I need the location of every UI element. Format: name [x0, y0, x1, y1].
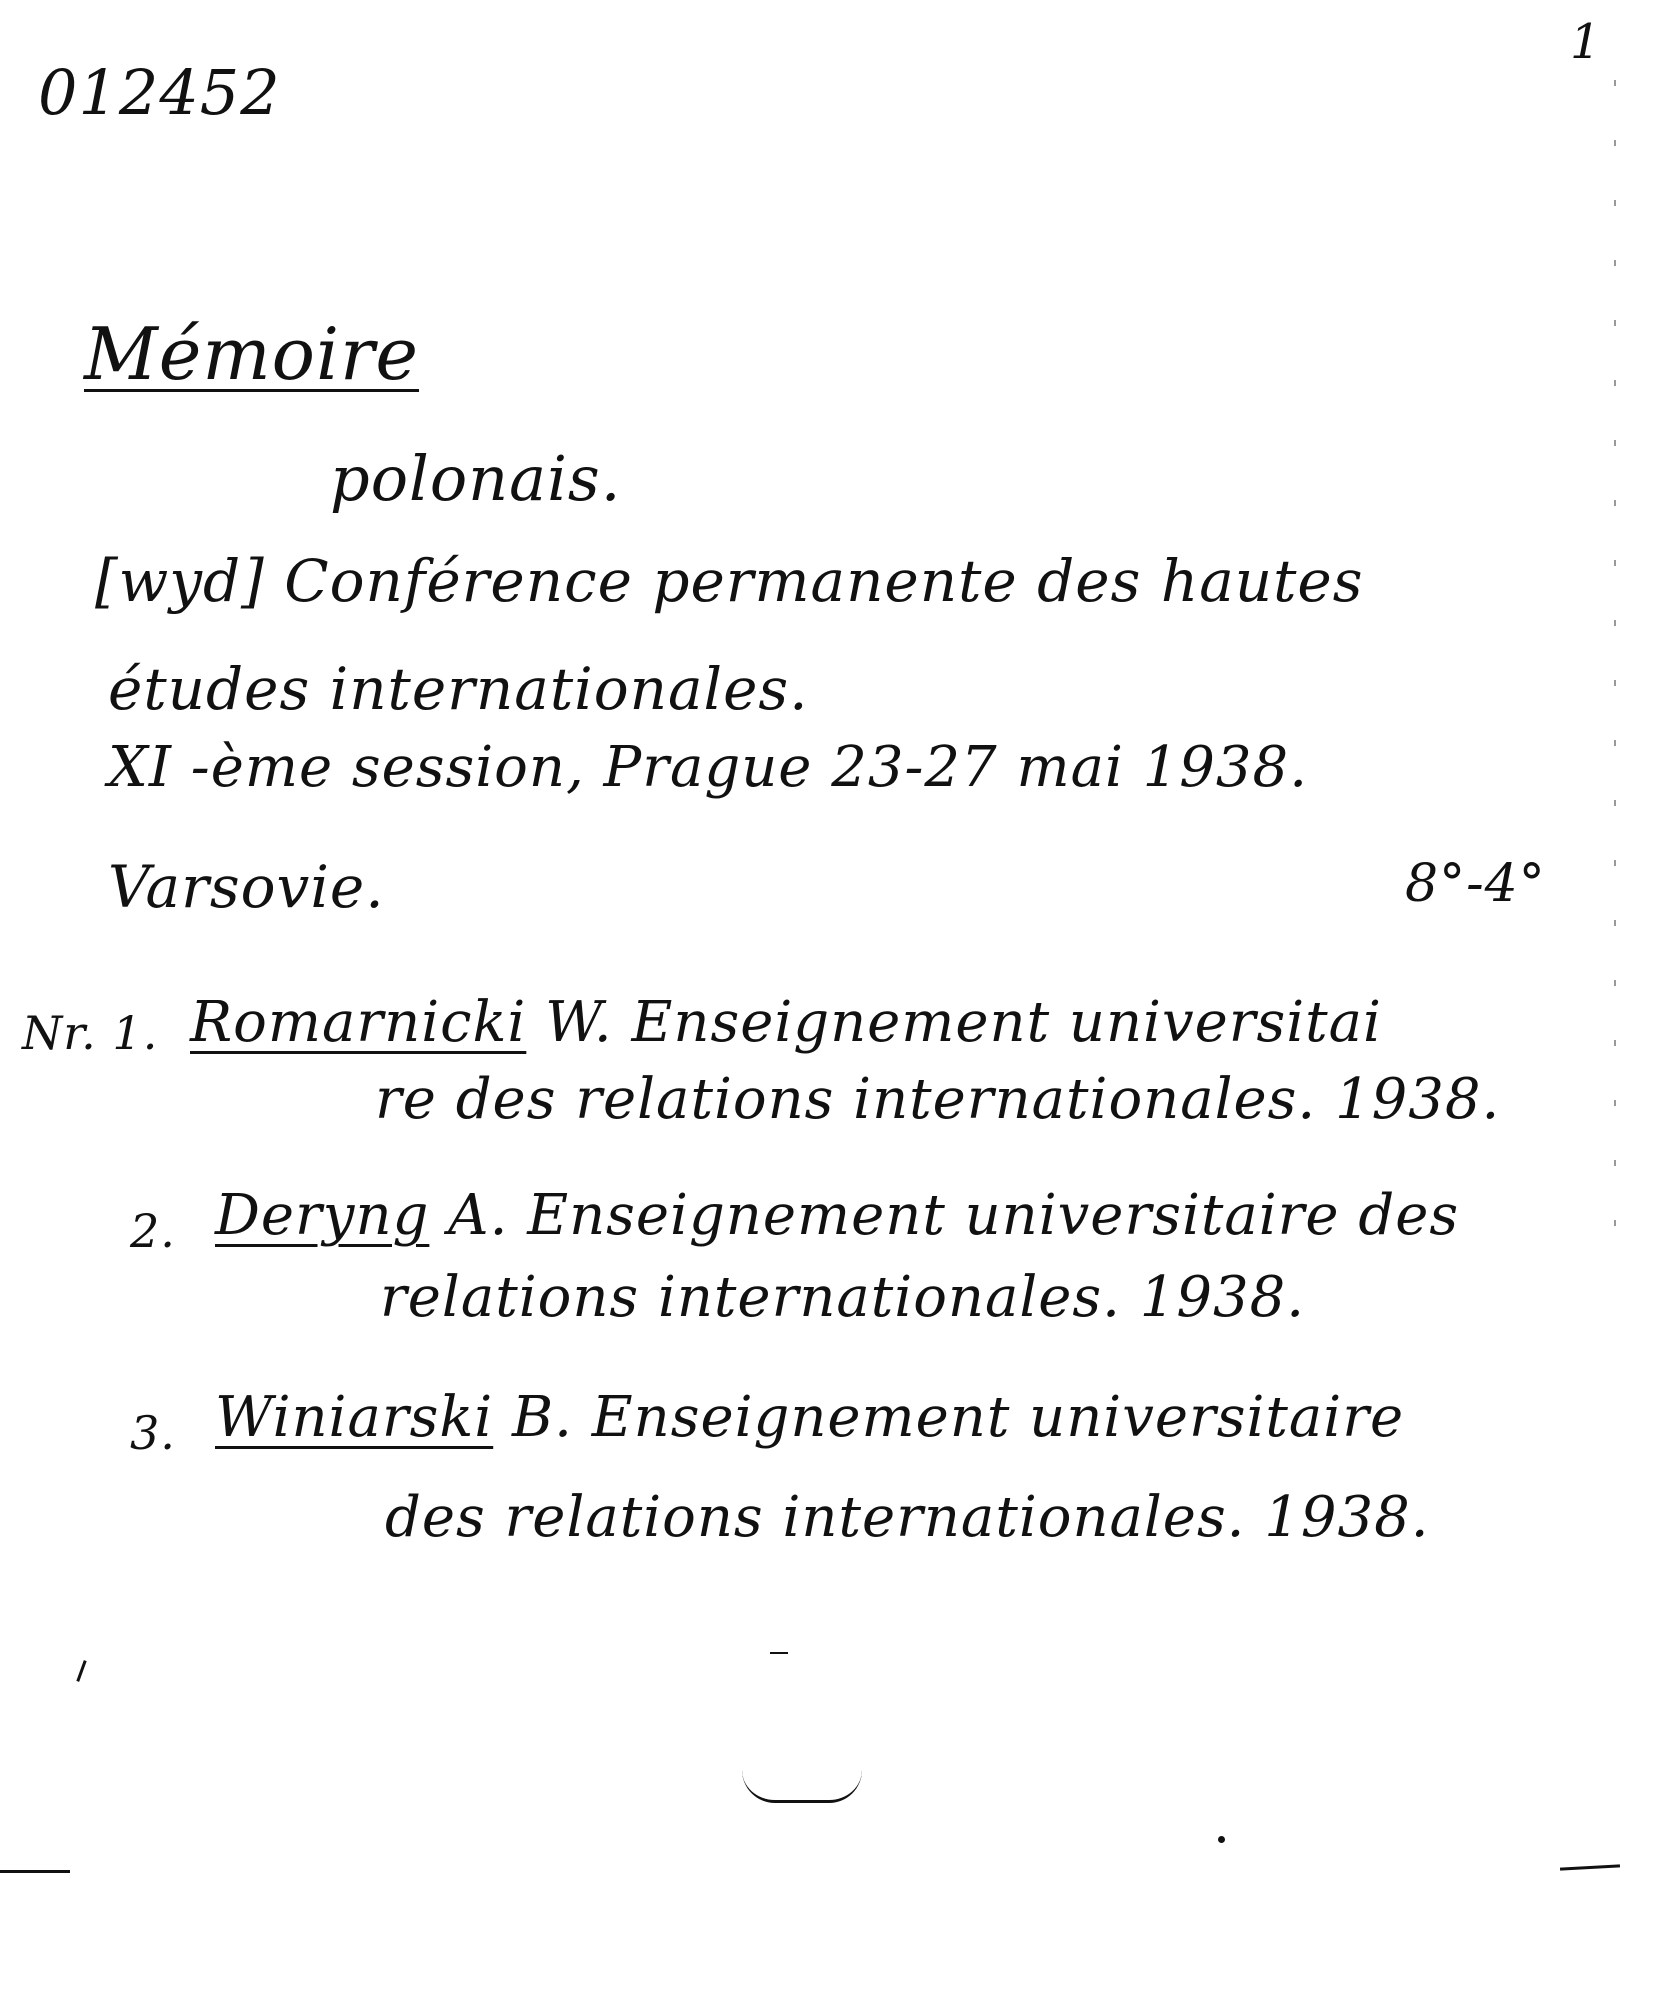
- session-line: XI -ème session, Prague 23-27 mai 1938.: [108, 735, 1308, 800]
- scan-mark: [76, 1660, 86, 1682]
- entry-number: Nr. 1.: [22, 1006, 159, 1060]
- place-of-publication: Varsovie.: [108, 853, 385, 921]
- scan-mark: [1560, 1864, 1620, 1870]
- card-title: Mémoire: [84, 312, 420, 396]
- format: 8°-4°: [1405, 854, 1546, 914]
- entry-author: Romarnicki: [190, 990, 527, 1055]
- entry-line-2: relations internationales. 1938.: [380, 1265, 1306, 1330]
- entry-number: 2.: [130, 1204, 176, 1258]
- call-number: 012452: [38, 56, 281, 129]
- scan-mark: [1218, 1836, 1225, 1843]
- entry-line-1: [215, 1183, 1460, 1248]
- entry-text: W. Enseignement universitai: [545, 990, 1382, 1055]
- publisher-line-2: études internationales.: [108, 655, 809, 723]
- publisher-line-1: [wyd] Conférence permanente des hautes: [95, 547, 1364, 615]
- entry-line-2: des relations internationales. 1938.: [385, 1485, 1430, 1550]
- card-title-continuation: polonais.: [330, 442, 622, 515]
- edge-mark: [1614, 80, 1616, 1280]
- entry-text: B. Enseignement universitaire: [512, 1385, 1405, 1450]
- entry-number: 3.: [130, 1406, 176, 1460]
- entry-line-1: [190, 990, 1382, 1055]
- entry-author: Deryng: [215, 1183, 430, 1248]
- entry-text: A. Enseignement universitaire des: [448, 1183, 1460, 1248]
- entry-author: Winiarski: [215, 1385, 494, 1450]
- sheet-number: 1: [1570, 14, 1602, 70]
- scan-mark: [0, 1870, 70, 1873]
- scan-mark: [770, 1652, 788, 1654]
- entry-line-1: [215, 1385, 1405, 1450]
- entry-line-2: re des relations internationales. 1938.: [375, 1067, 1501, 1132]
- scan-mark: [742, 1770, 862, 1803]
